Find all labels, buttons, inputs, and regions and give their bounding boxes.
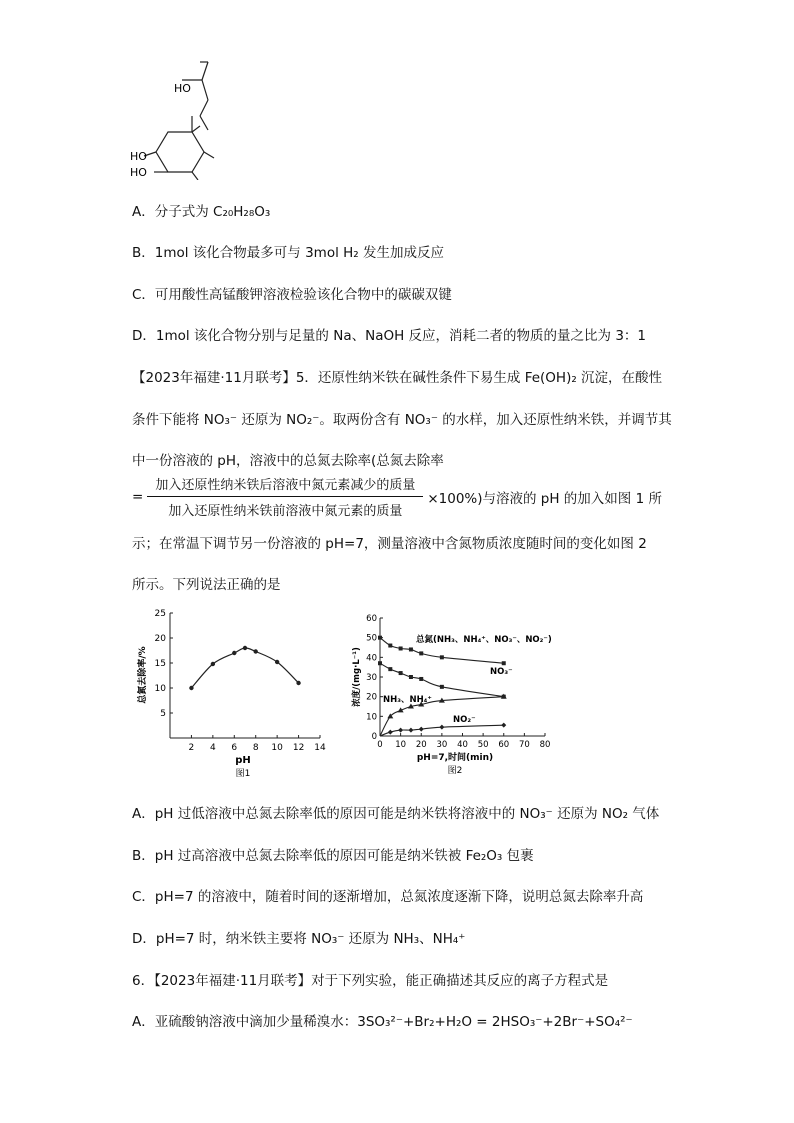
- q5-option-a: A．pH 过低溶液中总氮去除率低的原因可能是纳米铁将溶液中的 NO₃⁻ 还原为 NO₂ 气体: [132, 806, 660, 822]
- fig2-xtick-label: 10: [395, 740, 407, 750]
- fig2-point: [419, 677, 423, 681]
- fig1-xtick-label: 2: [188, 743, 195, 753]
- fig2-ytick-label: 50: [366, 633, 377, 644]
- q4-option-a: A．分子式为 C₂₀H₂₈O₃: [132, 204, 271, 220]
- fig1-curve: [191, 648, 298, 688]
- fig2-label-no2: NO₂⁻: [453, 715, 476, 725]
- fig1-point: [189, 686, 193, 690]
- fig2-ytick-label: 40: [366, 653, 377, 664]
- fig1-xtick-label: 14: [314, 743, 326, 753]
- fig2-point: [378, 661, 382, 665]
- fig2-point: [408, 728, 413, 733]
- fig2-point: [399, 646, 403, 650]
- fig1-ytick-label: 20: [154, 634, 166, 644]
- q4-option-c: C．可用酸性高锰酸钾溶液检验该化合物中的碳碳双键: [132, 287, 452, 303]
- ho-label-2: HO: [130, 150, 147, 163]
- fig2-xtick-label: 50: [477, 740, 489, 750]
- formula-tail: ×100%)与溶液的 pH 的加入如图 1 所: [427, 490, 662, 507]
- q5-line-2: 条件下能将 NO₃⁻ 还原为 NO₂⁻。取两份含有 NO₃⁻ 的水样，加入还原性纳米铁，并调节其: [132, 412, 672, 428]
- q5-option-d: D．pH=7 时，纳米铁主要将 NO₃⁻ 还原为 NH₃、NH₄⁺: [132, 931, 466, 947]
- fig1-point: [243, 646, 247, 650]
- fig1-xtick-label: 12: [292, 743, 305, 753]
- fig2-ytick-label: 20: [366, 692, 377, 703]
- fig1-point: [254, 649, 258, 653]
- fig2-ytick-label: 30: [366, 673, 377, 683]
- fig1-xlabel: pH: [235, 755, 251, 766]
- fig2-point: [388, 644, 392, 648]
- fig2-point: [399, 671, 403, 675]
- figure-1-chart: [135, 603, 335, 783]
- figure-2-chart: [350, 610, 560, 782]
- fig2-point: [388, 667, 392, 671]
- fig2-point: [501, 723, 506, 728]
- ho-label-1: HO: [174, 82, 191, 95]
- fig1-ylabel: 总氮去除率/%: [138, 646, 148, 704]
- fig2-point: [388, 730, 393, 735]
- fig2-ytick-label: 10: [366, 712, 377, 723]
- fig2-point: [409, 675, 413, 679]
- fig1-point: [296, 681, 300, 685]
- fig1-ytick-label: 5: [160, 709, 166, 719]
- fig2-series-line: [380, 663, 504, 696]
- fig2-xtick-label: 0: [377, 740, 383, 750]
- fig1-point: [232, 651, 236, 655]
- formula-equals: =: [132, 488, 144, 505]
- chemical-structure: [130, 50, 240, 180]
- ho-label-3: HO: [130, 166, 147, 179]
- fig2-point: [419, 651, 423, 655]
- fig2-point: [440, 685, 444, 689]
- fig1-xtick-label: 6: [231, 743, 238, 753]
- fig2-point: [440, 655, 444, 659]
- fig2-ytick-label: 0: [371, 732, 377, 742]
- fig2-point: [378, 636, 382, 640]
- fig1-xtick-label: 8: [252, 743, 259, 753]
- fig1-point: [275, 660, 279, 664]
- fig2-xtick-label: 40: [457, 740, 468, 750]
- fig2-xtick-label: 20: [415, 740, 427, 750]
- fig2-xtick-label: 70: [518, 740, 530, 750]
- fig1-xtick-label: 10: [271, 743, 283, 753]
- fig2-point: [398, 728, 403, 733]
- q6-stem: 6．【2023年福建·11月联考】对于下列实验，能正确描述其反应的离子方程式是: [132, 973, 609, 989]
- fig2-xtick-label: 80: [539, 740, 551, 750]
- removal-rate-formula: [132, 474, 662, 519]
- fig2-label-nh: NH₃、NH₄⁺: [383, 695, 432, 705]
- fig2-xtick-label: 60: [498, 740, 510, 750]
- fig2-xtick-label: 30: [436, 740, 448, 750]
- q5-option-b: B．pH 过高溶液中总氮去除率低的原因可能是纳米铁被 Fe₂O₃ 包裹: [132, 848, 534, 864]
- formula-denominator: 加入还原性纳米铁前溶液中氮元素的质量: [168, 504, 403, 519]
- fig1-ytick-label: 10: [154, 684, 166, 694]
- q4-option-b: B．1mol 该化合物最多可与 3mol H₂ 发生加成反应: [132, 245, 444, 261]
- fig2-ylabel: 浓度/(mg·L⁻¹): [352, 647, 362, 707]
- q6-option-a: A．亚硫酸钠溶液中滴加少量稀溴水：3SO₃²⁻+Br₂+H₂O = 2HSO₃⁻+2Br⁻+SO₄²⁻: [132, 1014, 633, 1030]
- fig2-point: [502, 661, 506, 665]
- fig2-label-no3: NO₃⁻: [490, 667, 513, 677]
- fig1-ytick-label: 15: [154, 659, 166, 669]
- fig2-xlabel: pH=7,时间(min): [416, 753, 494, 763]
- formula-numerator: 加入还原性纳米铁后溶液中氮元素减少的质量: [147, 474, 423, 497]
- fig2-ytick-label: 60: [366, 614, 377, 624]
- q5-line-6: 所示。下列说法正确的是: [132, 577, 281, 593]
- fig1-title: 图1: [235, 769, 251, 779]
- fig2-point: [439, 725, 444, 730]
- fig1-point: [211, 662, 215, 666]
- q5-line-5: 示；在常温下调节另一份溶液的 pH=7，测量溶液中含氮物质浓度随时间的变化如图 2: [132, 536, 647, 552]
- fig1-ytick-label: 25: [154, 609, 166, 619]
- q5-line-3: 中一份溶液的 pH，溶液中的总氮去除率(总氮去除率: [132, 453, 444, 469]
- fig2-label-total: 总氮(NH₃、NH₄⁺、NO₃⁻、NO₂⁻): [416, 635, 552, 645]
- q5-line-1: 【2023年福建·11月联考】5．还原性纳米铁在碱性条件下易生成 Fe(OH)₂ 沉淀，在酸性: [132, 370, 663, 386]
- q5-option-c: C．pH=7 的溶液中，随着时间的逐渐增加，总氮浓度逐渐下降，说明总氮去除率升高: [132, 889, 644, 905]
- q4-option-d: D．1mol 该化合物分别与足量的 Na、NaOH 反应，消耗二者的物质的量之比为 3：1: [132, 328, 647, 344]
- fig2-title: 图2: [447, 766, 463, 776]
- fig2-point: [409, 647, 413, 651]
- fig1-xtick-label: 4: [209, 743, 216, 753]
- fig2-point: [419, 727, 424, 732]
